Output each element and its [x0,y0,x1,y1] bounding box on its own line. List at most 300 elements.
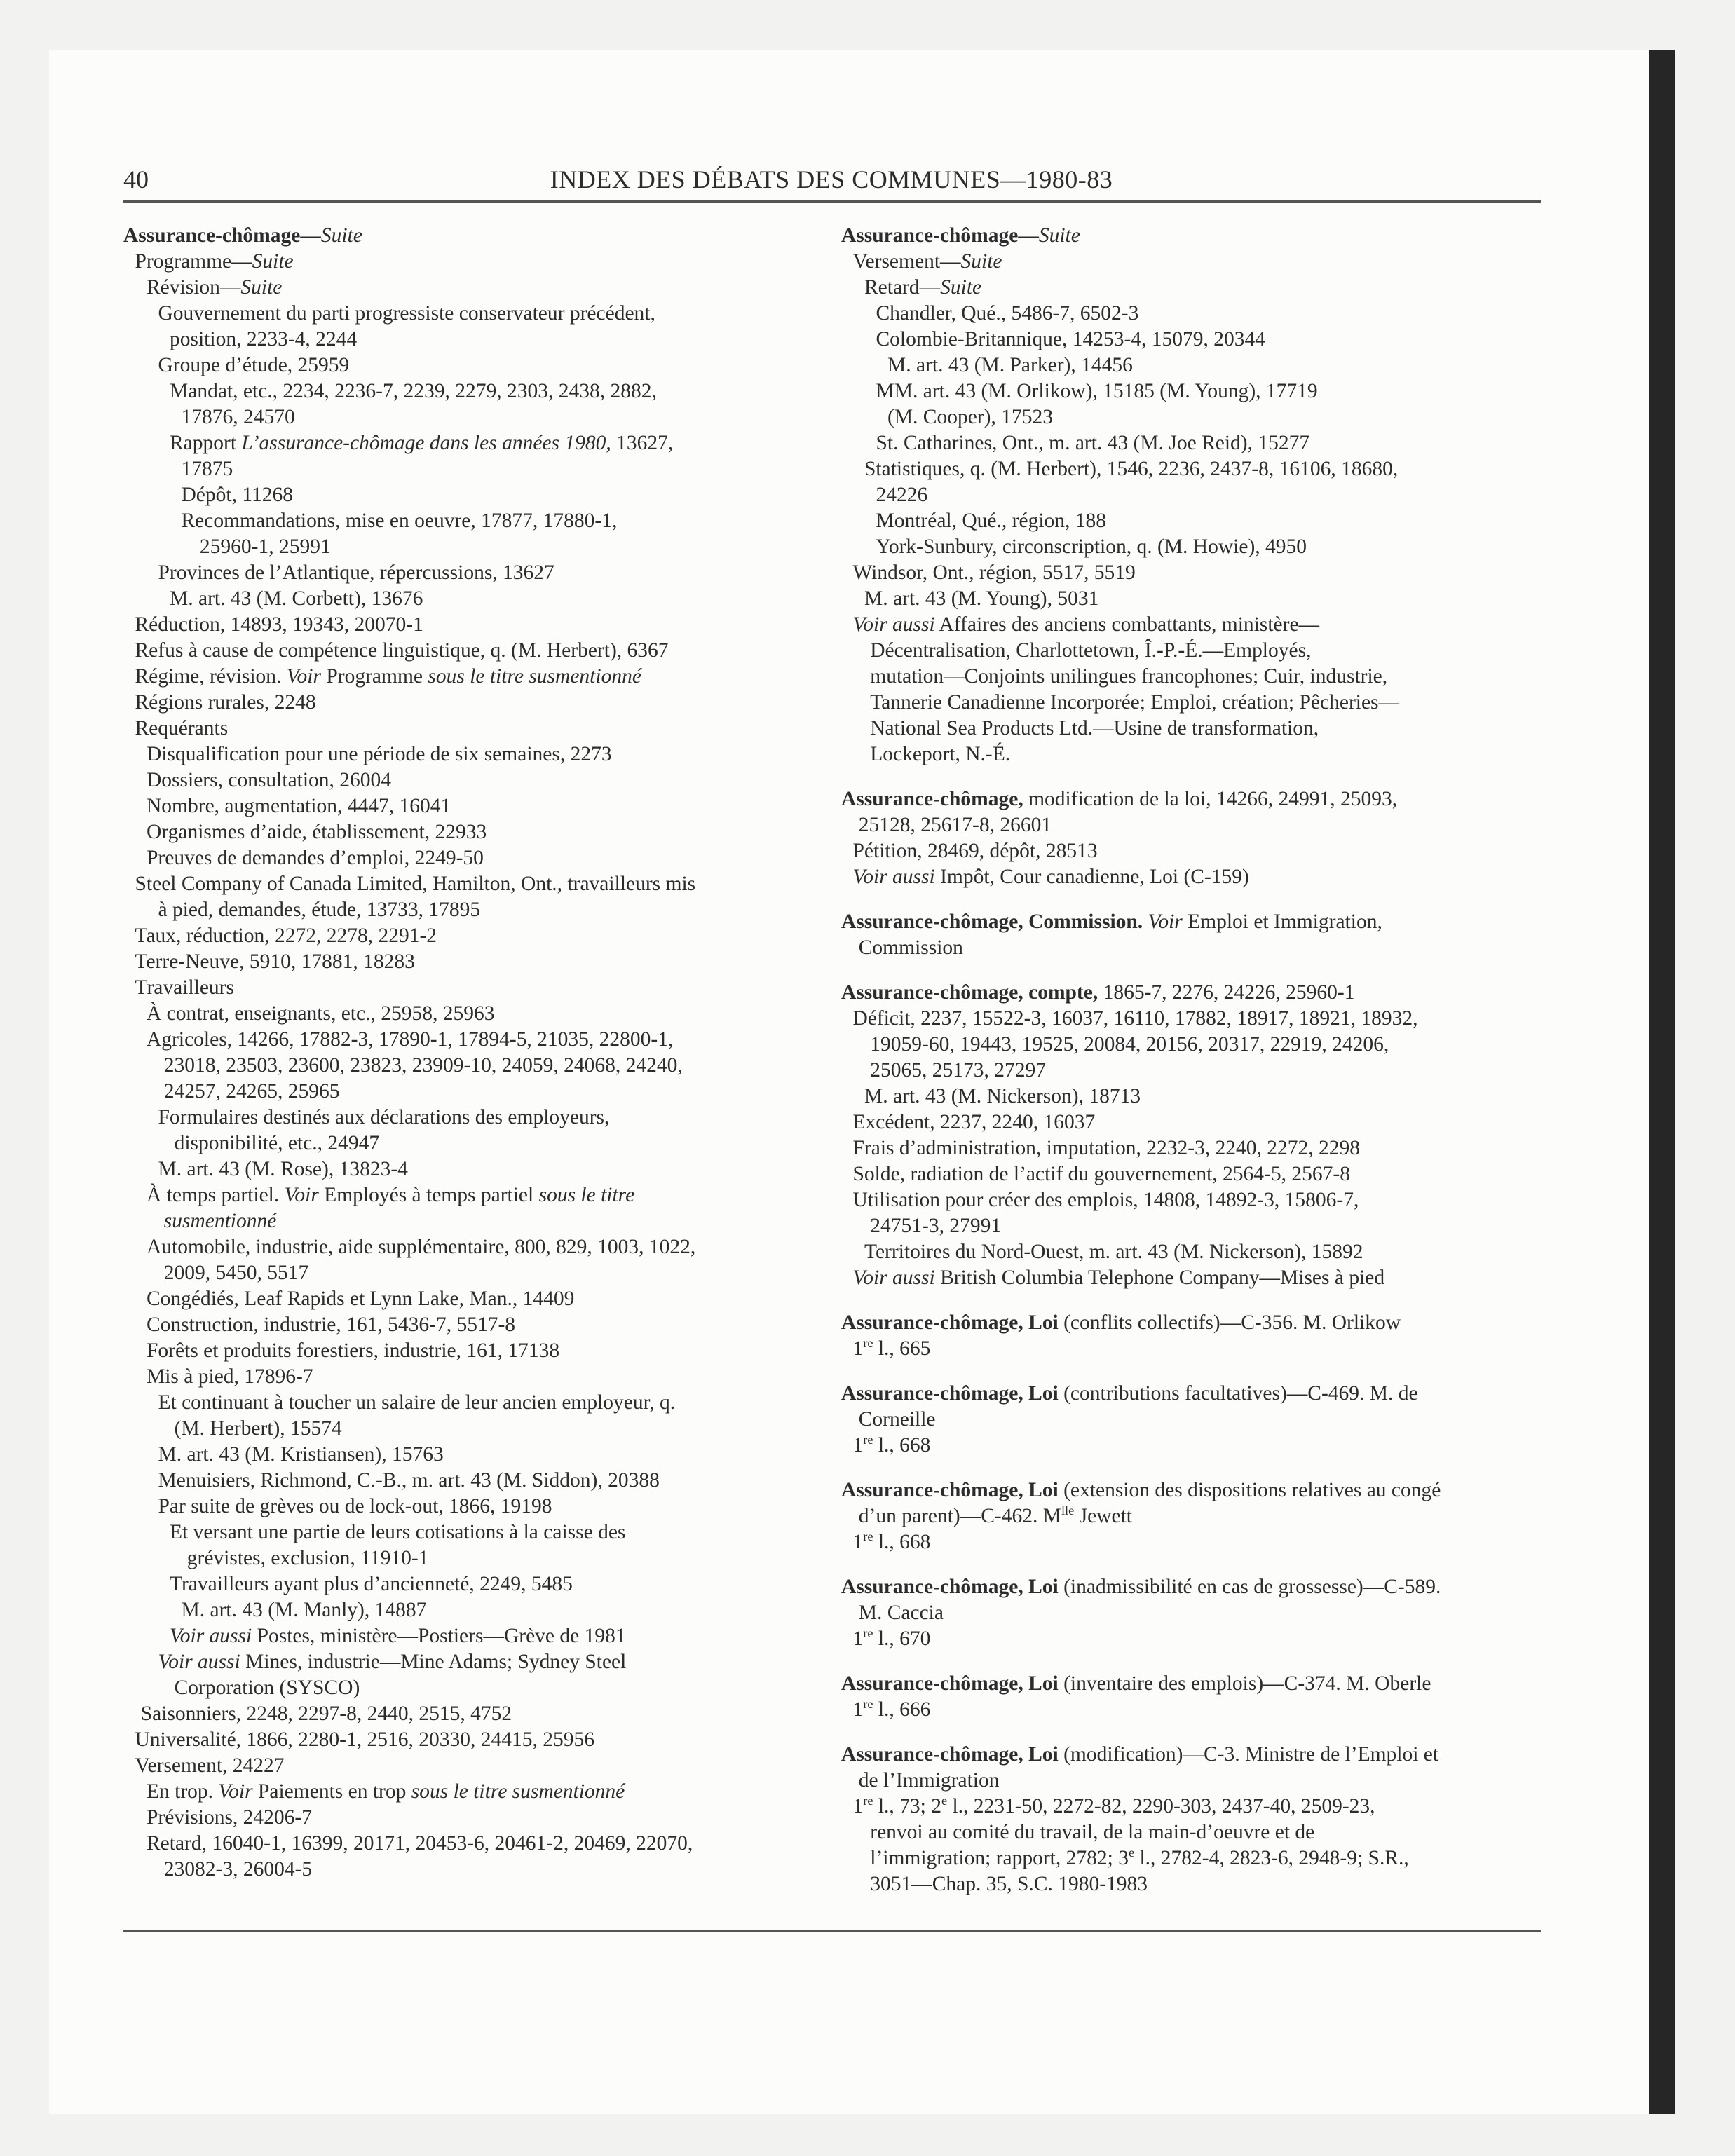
index-line [841,1742,1542,1768]
entry-text: M. Caccia [858,1602,944,1624]
entry-text: Disqualification pour une période de six semaines, 2273 [147,743,612,765]
index-line [841,812,1542,838]
entry-text: e [1128,1845,1135,1860]
index-line [123,1286,810,1312]
entry-text: Déficit, 2237, 15522-3, 16037, 16110, 17882, 18917, 18921, 18932, [852,1007,1418,1030]
entry-text: Dépôt, 11268 [181,484,293,506]
italic-text: sous le titre [538,1184,635,1206]
entry-text: Travailleurs [135,976,234,999]
entry-text: (extension des dispositions relatives au congé [1058,1479,1441,1501]
index-line [123,1157,810,1182]
entry-text: Refus à cause de compétence linguistique, q. (M. Herbert), 6367 [135,639,669,662]
entry-text: Pétition, 28469, dépôt, 28513 [852,840,1098,862]
entry-text: MM. art. 43 (M. Orlikow), 15185 (M. Young), 17719 [876,380,1318,402]
entry-text: 24751-3, 27991 [870,1215,1002,1237]
entry-text: Mines, industrie—Mine Adams; Sydney Steel [240,1651,627,1673]
italic-text: sous le titre susmentionné [411,1780,625,1803]
entry-text: Gouvernement du parti progressiste conservateur précédent, [158,302,655,325]
entry-text: l’immigration; rapport, 2782; 3 [870,1847,1129,1869]
entry-text: Groupe d’étude, 25959 [158,354,350,376]
italic-text: Suite [240,276,283,299]
index-line [841,1084,1542,1110]
index-line [123,1623,810,1649]
index-line [123,923,810,949]
index-line [123,1208,810,1234]
entry-text: 24226 [876,484,928,506]
index-line [123,1571,810,1597]
entry-text: Dossiers, consultation, 26004 [147,769,392,791]
entry-text: l., 670 [873,1628,931,1650]
entry-text: d’un parent)—C-462. M [858,1505,1061,1527]
entry-text: (conflits collectifs)—C-356. M. Orlikow [1058,1311,1401,1334]
index-line [841,1336,1542,1362]
index-line [123,1105,810,1131]
index-line [123,949,810,975]
entry-text: re [863,1336,873,1351]
index-line [841,1871,1542,1897]
index-line [123,638,810,664]
index-line [123,1234,810,1260]
index-line [123,404,810,430]
index-line [123,1520,810,1546]
index-line [841,786,1542,812]
entry-text: À contrat, enseignants, etc., 25958, 25963 [147,1002,495,1025]
index-line [123,1701,810,1727]
entry-text: Forêts et produits forestiers, industrie, 161, 17138 [147,1339,560,1362]
index-line [123,560,810,586]
index-line [123,1831,810,1857]
index-line [123,897,810,923]
entry-text: position, 2233-4, 2244 [170,328,358,350]
index-line [841,430,1542,456]
italic-text: susmentionné [163,1210,277,1232]
index-line [841,1697,1542,1723]
entry-text: re [863,1626,873,1641]
index-line [123,1027,810,1053]
index-line [841,1187,1542,1213]
entry-text: — [300,224,321,247]
index-line [123,742,810,767]
entry-text: Par suite de grèves ou de lock-out, 1866, 19198 [158,1495,552,1517]
index-line [841,716,1542,742]
index-line [123,1805,810,1831]
entry-text: Utilisation pour créer des emplois, 14808, 14892-3, 15806-7, [852,1189,1359,1211]
entry-heading: Assurance-chômage, Loi [841,1311,1059,1334]
entry-text: Révision— [147,276,241,299]
index-column-left [123,223,810,1883]
header-rule [123,200,1541,203]
index-line [841,301,1542,327]
index-line [123,1312,810,1338]
entry-text: M. art. 43 (M. Corbett), 13676 [170,587,423,610]
italic-text: Voir aussi [170,1625,252,1647]
index-line [841,690,1542,716]
entry-text: M. art. 43 (M. Kristiansen), 15763 [158,1443,444,1466]
index-line [123,716,810,742]
italic-text: Voir aussi [852,866,935,888]
index-line [841,1381,1542,1407]
entry-text: de l’Immigration [858,1769,1000,1792]
index-line [841,612,1542,638]
entry-text: l., 2231-50, 2272-82, 2290-303, 2437-40, 2509-23, [947,1795,1375,1817]
entry-text: Preuves de demandes d’emploi, 2249-50 [147,847,484,869]
entry-text: Colombie-Britannique, 14253-4, 15079, 20344 [876,328,1266,350]
entry-text: Mandat, etc., 2234, 2236-7, 2239, 2279, 2303, 2438, 2882, [170,380,657,402]
index-line [841,534,1542,560]
entry-text: St. Catharines, Ont., m. art. 43 (M. Joe Reid), 15277 [876,432,1310,454]
entry-heading: Assurance-chômage [841,224,1019,247]
index-line [841,404,1542,430]
entry-text: l., 73; 2 [873,1795,941,1817]
running-title: INDEX DES DÉBATS DES COMMUNES—1980-83 [550,165,1113,193]
italic-text: Voir aussi [852,1267,935,1289]
entry-heading: Assurance-chômage, Loi [841,1576,1059,1598]
index-line [123,975,810,1001]
entry-text: 2009, 5450, 5517 [163,1262,309,1284]
index-line [841,1058,1542,1084]
entry-text: Terre-Neuve, 5910, 17881, 18283 [135,950,415,973]
entry-text: Statistiques, q. (M. Herbert), 1546, 2236, 2437-8, 16106, 18680, [864,458,1399,480]
entry-text: grévistes, exclusion, 11910-1 [186,1547,429,1569]
index-line [123,430,810,456]
page-number: 40 [123,165,149,193]
entry-text: Requérants [135,717,229,739]
entry-text: À temps partiel. [147,1184,285,1206]
italic-text: Suite [940,276,982,299]
index-line [841,1407,1542,1433]
entry-text: Versement, 24227 [135,1754,285,1777]
entry-text: 25960-1, 25991 [199,535,331,558]
entry-text: 1 [852,1337,864,1360]
index-line [123,1597,810,1623]
index-line [123,534,810,560]
index-line [841,249,1542,275]
entry-text: En trop. [147,1780,219,1803]
index-line [123,482,810,508]
entry-text: M. art. 43 (M. Nickerson), 18713 [864,1085,1141,1107]
scan-edge-bar [1649,50,1675,2114]
index-line [123,1857,810,1883]
index-line [123,793,810,819]
index-line [123,1468,810,1494]
entry-text: Chandler, Qué., 5486-7, 6502-3 [876,302,1139,325]
index-line [841,1529,1542,1555]
index-line [123,1053,810,1079]
page-header [123,160,1539,199]
index-line [123,690,810,716]
entry-text: re [863,1794,873,1808]
italic-text: Voir [218,1780,253,1803]
index-line [123,767,810,793]
entry-text: 1865-7, 2276, 24226, 25960-1 [1098,981,1355,1004]
entry-text: modification de la loi, 14266, 24991, 25093, [1023,788,1398,810]
entry-text: Construction, industrie, 161, 5436-7, 5517-8 [147,1314,516,1336]
entry-text: British Columbia Telephone Company—Mises à pied [934,1267,1385,1289]
index-line [123,1416,810,1442]
index-line [841,353,1542,378]
index-line [123,845,810,871]
index-line [123,1442,810,1468]
index-line [123,664,810,690]
entry-text: Programme— [135,250,252,273]
index-line [841,1006,1542,1032]
entry-text: Impôt, Cour canadienne, Loi (C-159) [934,866,1249,888]
entry-text: York-Sunbury, circonscription, q. (M. Howie), 4950 [876,535,1307,558]
index-line [841,1478,1542,1503]
entry-text: re [863,1529,873,1544]
entry-heading: Assurance-chômage, Commission. [841,910,1143,933]
index-line [123,1675,810,1701]
entry-text: Jewett [1074,1505,1132,1527]
entry-text: Excédent, 2237, 2240, 16037 [852,1111,1096,1133]
entry-text: l., 668 [873,1531,931,1553]
entry-text: 17876, 24570 [181,406,295,428]
entry-text: Prévisions, 24206-7 [147,1806,312,1829]
index-line [841,664,1542,690]
entry-text: M. art. 43 (M. Rose), 13823-4 [158,1158,408,1180]
entry-text: Saisonniers, 2248, 2297-8, 2440, 2515, 4752 [140,1703,512,1725]
index-line [123,1494,810,1520]
italic-text: Voir aussi [852,613,935,636]
index-line [841,378,1542,404]
index-line [123,612,810,638]
entry-text: Travailleurs ayant plus d’ancienneté, 2249, 5485 [170,1573,573,1595]
index-line [123,1727,810,1753]
index-line [841,1768,1542,1794]
entry-text: Versement— [852,250,961,273]
index-line [841,327,1542,353]
entry-text: Steel Company of Canada Limited, Hamilton, Ont., travailleurs mis [135,873,696,895]
entry-text: 19059-60, 19443, 19525, 20084, 20156, 20317, 22919, 24206, [870,1033,1389,1056]
entry-text: Retard— [864,276,941,299]
index-column-right [841,223,1542,1897]
index-line [841,838,1542,864]
entry-text: Paiements en trop [252,1780,411,1803]
entry-text: Et versant une partie de leurs cotisations à la caisse des [170,1521,626,1543]
index-line [841,909,1542,935]
index-line [123,508,810,534]
index-line [123,819,810,845]
index-line [841,1845,1542,1871]
italic-text: Voir aussi [158,1651,240,1673]
entry-text: e [941,1794,948,1808]
index-line [123,1182,810,1208]
index-line [841,508,1542,534]
entry-text: Retard, 16040-1, 16399, 20171, 20453-6, 20461-2, 20469, 22070, [147,1832,693,1855]
entry-text: Recommandations, mise en oeuvre, 17877, 17880-1, [181,510,618,532]
index-line [123,1779,810,1805]
index-line [841,1239,1542,1265]
entry-text: 24257, 24265, 25965 [163,1080,340,1103]
entry-text: Corporation (SYSCO) [174,1677,360,1699]
index-line [841,935,1542,961]
index-line [123,1338,810,1364]
index-line [123,456,810,482]
entry-text: Montréal, Qué., région, 188 [876,510,1107,532]
index-line [841,1671,1542,1697]
entry-text: 1 [852,1531,864,1553]
index-line [123,1390,810,1416]
index-line [841,1433,1542,1459]
italic-text: Suite [252,250,294,273]
index-line [123,327,810,353]
index-line [123,1001,810,1027]
entry-text: Régime, révision. [135,665,287,688]
index-line [841,1574,1542,1600]
entry-heading: Assurance-chômage, Loi [841,1479,1059,1501]
entry-text: 23018, 23503, 23600, 23823, 23909-10, 24059, 24068, 24240, [163,1054,683,1077]
index-line [841,638,1542,664]
entry-text: Réduction, 14893, 19343, 20070-1 [135,613,423,636]
index-line [841,1161,1542,1187]
entry-text: Congédiés, Leaf Rapids et Lynn Lake, Man., 14409 [147,1288,575,1310]
entry-text: Organismes d’aide, établissement, 22933 [147,821,487,843]
entry-text: (inadmissibilité en cas de grossesse)—C-589. [1058,1576,1441,1598]
entry-text: Corneille [858,1408,936,1431]
entry-text: 17875 [181,458,233,480]
entry-text: à pied, demandes, étude, 13733, 17895 [158,899,481,921]
entry-text: 13627, [611,432,674,454]
footer-rule [123,1930,1541,1932]
entry-text: (M. Herbert), 15574 [174,1417,342,1440]
entry-text: l., 2782-4, 2823-6, 2948-9; S.R., [1134,1847,1409,1869]
entry-text: l., 668 [873,1434,931,1456]
index-line [123,378,810,404]
entry-text: Mis à pied, 17896-7 [147,1365,313,1388]
index-line [123,1753,810,1779]
entry-text: Territoires du Nord-Ouest, m. art. 43 (M. Nickerson), 15892 [864,1241,1363,1263]
entry-heading: Assurance-chômage, Loi [841,1672,1059,1695]
index-line [841,980,1542,1006]
index-line [841,586,1542,612]
entry-text: Affaires des anciens combattants, ministère— [934,613,1320,636]
entry-text: Emploi et Immigration, [1182,910,1382,933]
entry-heading: Assurance-chômage, Loi [841,1382,1059,1405]
entry-text: disponibilité, etc., 24947 [174,1132,380,1154]
entry-text: National Sea Products Ltd.—Usine de transformation, [870,717,1319,739]
entry-text: 1 [852,1434,864,1456]
entry-text: 1 [852,1628,864,1650]
index-line [123,223,810,249]
index-line [841,1213,1542,1239]
index-line [841,482,1542,508]
entry-text: Windsor, Ont., région, 5517, 5519 [852,561,1136,584]
index-line [841,1032,1542,1058]
entry-text: M. art. 43 (M. Manly), 14887 [181,1599,427,1621]
entry-text: 1 [852,1795,864,1817]
entry-text: Programme [320,665,428,688]
entry-text: Et continuant à toucher un salaire de leur ancien employeur, q. [158,1391,676,1414]
index-line [841,275,1542,301]
entry-text: (contributions facultatives)—C-469. M. de [1058,1382,1418,1405]
entry-text: (M. Cooper), 17523 [887,406,1053,428]
italic-text: Suite [320,224,362,247]
index-line [123,1364,810,1390]
italic-text: Suite [960,250,1002,273]
entry-text: Formulaires destinés aux déclarations des employeurs, [158,1106,610,1128]
entry-text [1143,910,1148,933]
entry-text: l., 665 [873,1337,931,1360]
italic-text: Voir [286,665,321,688]
entry-text: l., 666 [873,1698,931,1721]
index-line [841,1626,1542,1652]
italic-text: L’assurance-chômage dans les années 1980, [241,432,611,454]
index-line [841,864,1542,890]
entry-heading: Assurance-chômage, [841,788,1023,810]
entry-text: Provinces de l’Atlantique, répercussions, 13627 [158,561,554,584]
entry-text: Universalité, 1866, 2280-1, 2516, 20330, 24415, 25956 [135,1728,594,1751]
italic-text: Voir [284,1184,319,1206]
entry-text: Taux, réduction, 2272, 2278, 2291-2 [135,925,437,947]
entry-text: Menuisiers, Richmond, C.-B., m. art. 43 (M. Siddon), 20388 [158,1469,660,1492]
index-line [123,301,810,327]
entry-text: 3051—Chap. 35, S.C. 1980-1983 [870,1873,1148,1895]
index-line [841,1110,1542,1135]
index-line [123,275,810,301]
entry-heading: Assurance-chômage [123,224,301,247]
entry-text: renvoi au comité du travail, de la main-d’oeuvre et de [870,1821,1315,1843]
index-line [841,1265,1542,1291]
index-line [123,353,810,378]
index-line [123,1649,810,1675]
entry-text: Commission [858,936,963,959]
entry-text: re [863,1697,873,1712]
entry-text: (modification)—C-3. Ministre de l’Emploi et [1058,1743,1439,1766]
entry-text: Lockeport, N.-É. [870,743,1011,765]
entry-text: 25128, 25617-8, 26601 [858,814,1052,836]
entry-text: Postes, ministère—Postiers—Grève de 1981 [252,1625,626,1647]
entry-text: (inventaire des emplois)—C-374. M. Oberle [1058,1672,1431,1695]
entry-text: Employés à temps partiel [318,1184,539,1206]
entry-text: M. art. 43 (M. Parker), 14456 [887,354,1133,376]
index-line [123,1131,810,1157]
entry-text: Frais d’administration, imputation, 2232-3, 2240, 2272, 2298 [852,1137,1361,1159]
entry-text: lle [1061,1503,1075,1518]
entry-text: M. art. 43 (M. Young), 5031 [864,587,1099,610]
entry-heading: Assurance-chômage, compte, [841,981,1098,1004]
entry-text: 23082-3, 26004-5 [163,1858,313,1881]
entry-text: mutation—Conjoints unilingues francophones; Cuir, industrie, [870,665,1388,688]
index-line [123,249,810,275]
entry-text: — [1018,224,1039,247]
index-line [841,1310,1542,1336]
index-line [841,1135,1542,1161]
entry-text: 1 [852,1698,864,1721]
index-line [123,1079,810,1105]
italic-text: Voir [1148,910,1183,933]
index-line [841,742,1542,767]
index-line [123,586,810,612]
entry-heading: Assurance-chômage, Loi [841,1743,1059,1766]
index-line [123,1546,810,1571]
index-line [841,560,1542,586]
index-line [123,1260,810,1286]
index-line [841,1794,1542,1820]
entry-text: Nombre, augmentation, 4447, 16041 [147,795,451,817]
entry-text: re [863,1433,873,1447]
index-line [841,223,1542,249]
index-line [841,1503,1542,1529]
entry-text: Décentralisation, Charlottetown, Î.-P.-É.—Employés, [870,639,1312,662]
index-line [841,1820,1542,1845]
index-line [123,871,810,897]
italic-text: sous le titre susmentionné [428,665,641,688]
entry-text: Rapport [170,432,242,454]
entry-text: 25065, 25173, 27297 [870,1059,1046,1082]
entry-text: Solde, radiation de l’actif du gouvernement, 2564-5, 2567-8 [852,1163,1350,1185]
italic-text: Suite [1038,224,1080,247]
index-line [841,1600,1542,1626]
